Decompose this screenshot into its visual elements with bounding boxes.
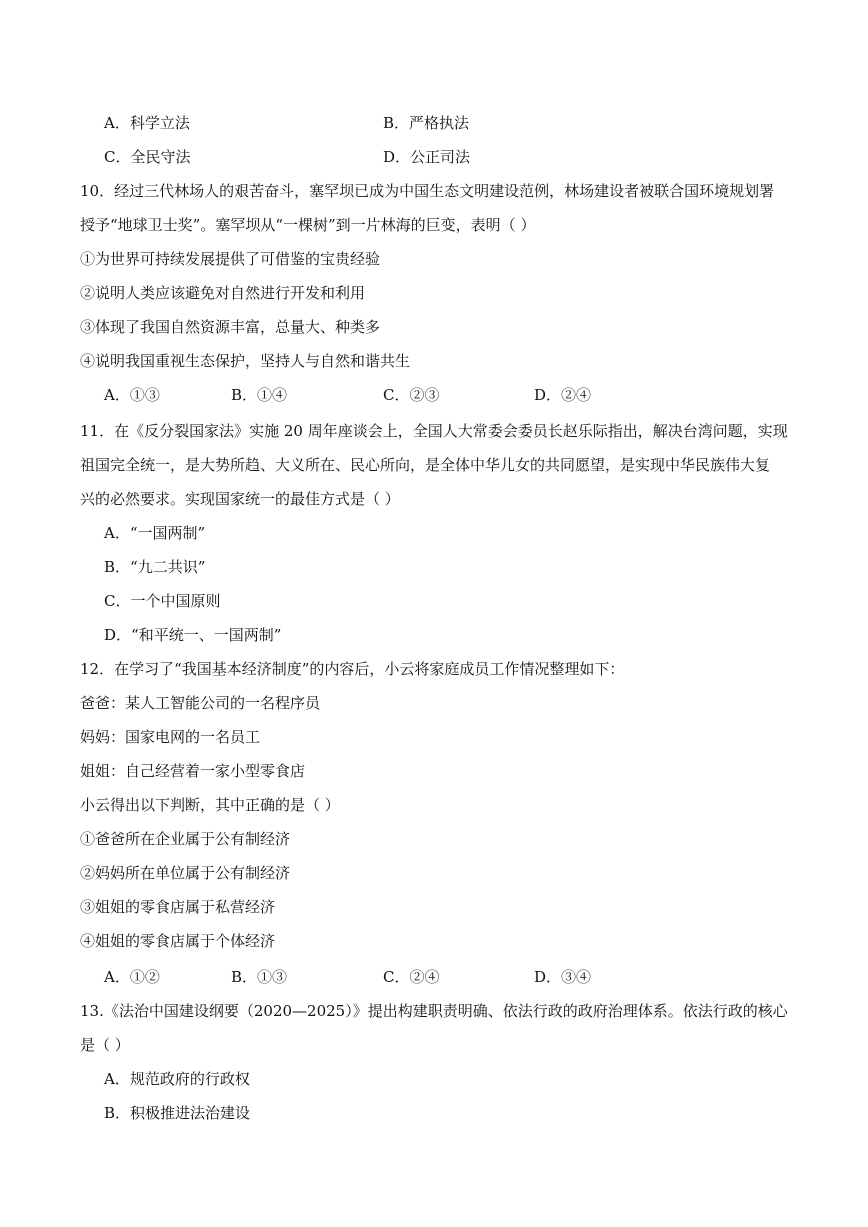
q10-stem-line2: 授予“地球卫士奖”。塞罕坝从“一棵树”到一片林海的巨变，表明（ ） <box>80 216 536 234</box>
q9-option-a: A．科学立法 <box>104 114 190 132</box>
q12-family-father: 爸爸：某人工智能公司的一名程序员 <box>80 694 321 712</box>
q11-stem-line3: 兴的必然要求。实现国家统一的最佳方式是（ ） <box>80 490 400 508</box>
q12-family-sister: 姐姐：自己经营着一家小型零食店 <box>80 762 306 780</box>
q10-item-3: ③体现了我国自然资源丰富，总量大、种类多 <box>80 318 381 336</box>
q11-option-d: D．“和平统一、一国两制” <box>104 626 282 644</box>
q12-item-3: ③姐姐的零食店属于私营经济 <box>80 898 276 916</box>
q11-stem-line1: 11．在《反分裂国家法》实施 20 周年座谈会上，全国人大常委会委员长赵乐际指出，解决台湾问题，实现 <box>80 422 788 440</box>
q11-option-c: C．一个中国原则 <box>104 592 221 610</box>
q13-stem-line2: 是（ ） <box>80 1036 130 1054</box>
q12-item-4: ④姐姐的零食店属于个体经济 <box>80 932 276 950</box>
q9-option-c: C．全民守法 <box>104 148 191 166</box>
q11-option-b: B．“九二共识” <box>104 558 206 576</box>
q9-option-b: B．严格执法 <box>383 114 470 132</box>
q12-item-1: ①爸爸所在企业属于公有制经济 <box>80 830 291 848</box>
q11-stem-line2: 祖国完全统一，是大势所趋、大义所在、民心所向，是全体中华儿女的共同愿望，是实现中华民族伟大复 <box>80 456 771 474</box>
q12-item-2: ②妈妈所在单位属于公有制经济 <box>80 864 291 882</box>
q13-option-a: A．规范政府的行政权 <box>104 1070 250 1088</box>
q10-option-a: A．①③ <box>104 386 160 404</box>
q12-option-d: D．③④ <box>534 968 592 986</box>
q10-item-1: ①为世界可持续发展提供了可借鉴的宝贵经验 <box>80 250 381 268</box>
q12-option-c: C．②④ <box>383 968 440 986</box>
q13-option-b: B．积极推进法治建设 <box>104 1104 251 1122</box>
q10-option-c: C．②③ <box>383 386 440 404</box>
q12-option-b: B．①③ <box>231 968 288 986</box>
q10-item-4: ④说明我国重视生态保护，坚持人与自然和谐共生 <box>80 352 411 370</box>
q10-option-b: B．①④ <box>231 386 288 404</box>
q12-option-a: A．①② <box>104 968 160 986</box>
q10-option-d: D．②④ <box>534 386 592 404</box>
q9-option-d: D．公正司法 <box>383 148 471 166</box>
q11-option-a: A．“一国两制” <box>104 524 206 542</box>
q13-stem-line1: 13.《法治中国建设纲要（2020—2025）》提出构建职责明确、依法行政的政府治理体系。依法行政的核心 <box>80 1002 788 1020</box>
q12-family-mother: 妈妈：国家电网的一名员工 <box>80 728 261 746</box>
q12-stem-line1: 12．在学习了“我国基本经济制度”的内容后，小云将家庭成员工作情况整理如下： <box>80 660 625 678</box>
q10-item-2: ②说明人类应该避免对自然进行开发和利用 <box>80 284 366 302</box>
q10-stem-line1: 10．经过三代林场人的艰苦奋斗，塞罕坝已成为中国生态文明建设范例，林场建设者被联合国环境规划署 <box>80 182 775 200</box>
q12-question: 小云得出以下判断，其中正确的是（ ） <box>80 796 340 814</box>
